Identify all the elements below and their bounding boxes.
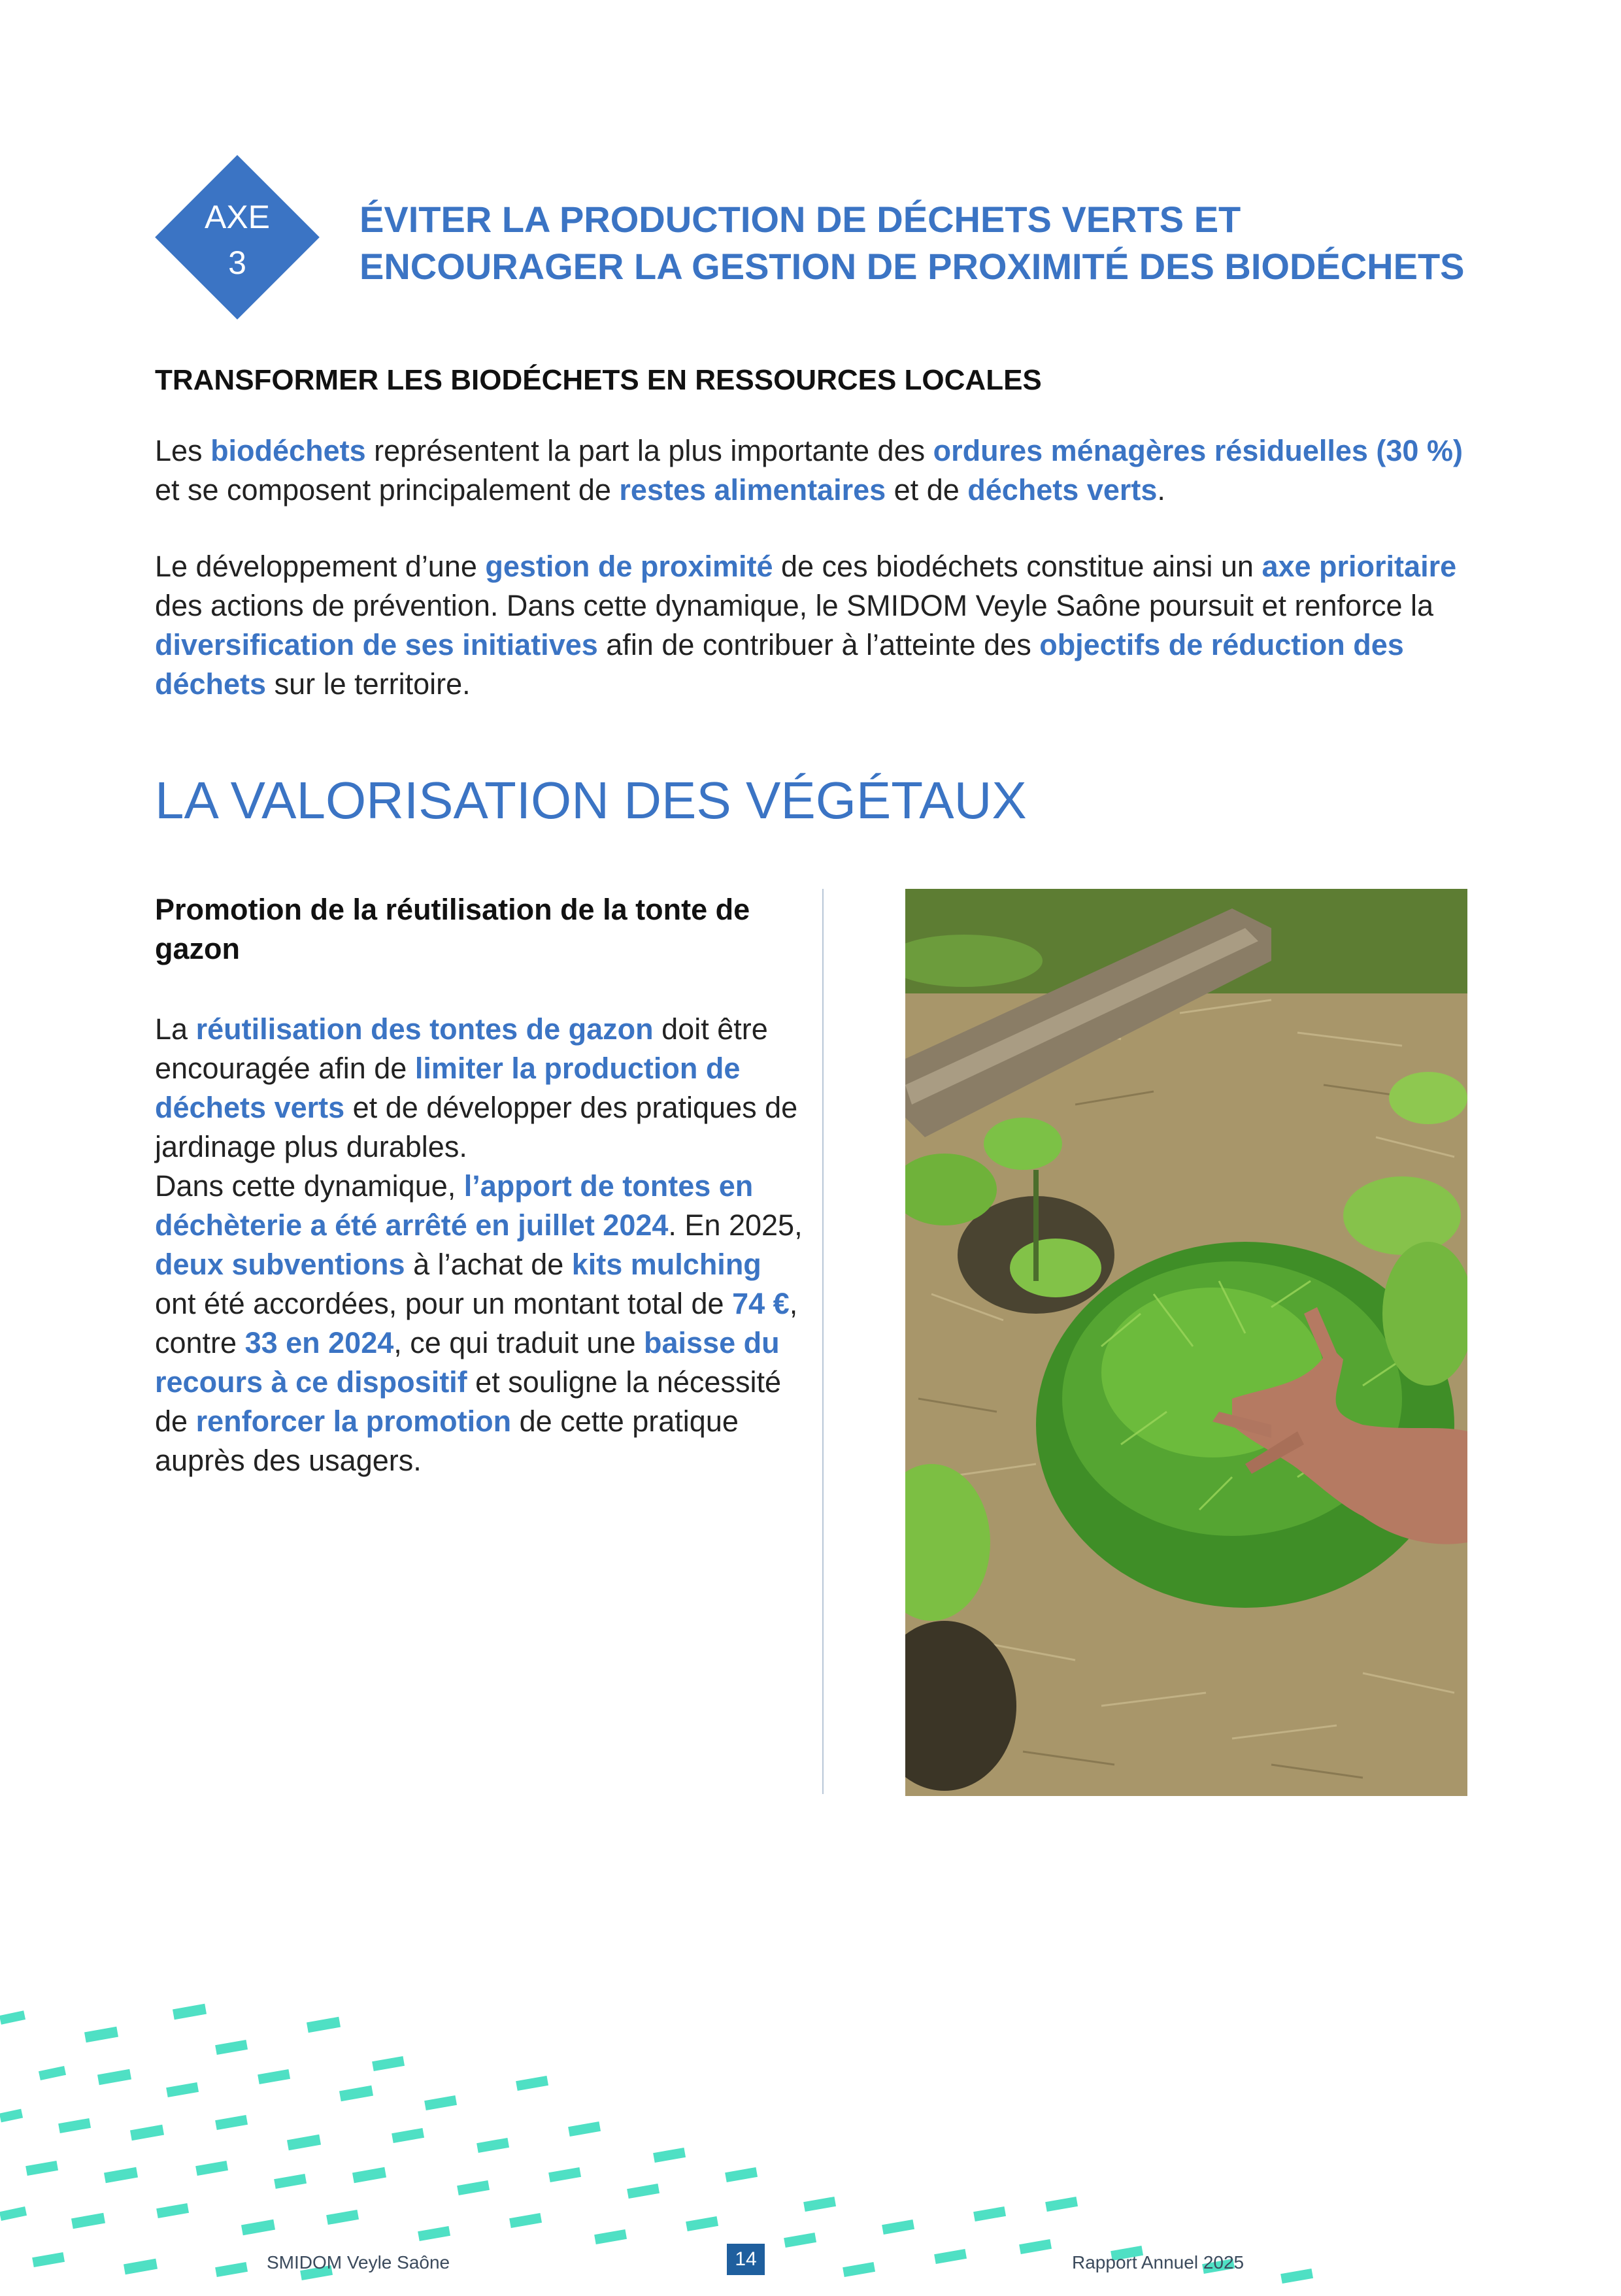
axe-label [155,194,320,286]
highlighted-text: déchets verts [967,473,1158,507]
intro-paragraph-1 [155,431,1488,510]
page-number-badge: 14 [727,2244,765,2275]
axe-title-line1: ÉVITER LA PRODUCTION DE DÉCHETS VERTS ET [359,199,1241,240]
axe-title-line2: ENCOURAGER LA GESTION DE PROXIMITÉ DES BIODÉCHETS [359,246,1465,287]
highlighted-text: ordures ménagères résiduelles (30 %) [933,434,1463,467]
highlighted-text: 74 € [732,1287,790,1320]
highlighted-text: baisse du recours à ce dispositif [155,1326,780,1399]
text-segment: afin de contribuer à l’atteinte des [597,628,1040,661]
text-segment: représentent la part la plus importante des [365,434,933,467]
column-heading: Promotion de la réutilisation de la tonte de gazon [155,893,750,965]
text-segment: et de [886,473,968,507]
text-segment: , ce qui traduit une [393,1326,644,1359]
text-segment: et se composent principalement de [155,473,620,507]
footer-decoration [0,1974,1373,2293]
highlighted-text: biodéchets [210,434,366,467]
highlighted-text: renforcer la promotion [195,1405,512,1438]
text-segment: Dans cette dynamique, [155,1169,464,1203]
text-segment: de cette pratique auprès des usagers. [155,1405,739,1477]
text-segment: des actions de prévention. Dans cette dynamique, le SMIDOM Veyle Saône poursuit et renforce la [155,589,1434,622]
axe-word: AXE [204,199,271,235]
column-text [155,1010,809,1480]
text-segment: et souligne la nécessité de [155,1365,781,1438]
section-title: LA VALORISATION DES VÉGÉTAUX [155,771,1027,829]
highlighted-text: objectifs de réduction des déchets [155,628,1404,701]
highlighted-text: réutilisation des tontes de gazon [195,1012,654,1046]
text-segment: doit être encouragée afin de [155,1012,768,1085]
text-segment: Les [155,434,211,467]
text-segment: Le développement d’une [155,550,486,583]
axe-title [359,196,1536,290]
highlighted-text: l’apport de tontes en déchèterie a été arrêté en juillet 2024 [155,1169,754,1242]
intro-paragraph-2 [155,547,1488,704]
text-segment: . [1157,473,1165,507]
highlighted-text: gestion de proximité [485,550,773,583]
highlighted-text: deux subventions [155,1248,405,1281]
text-segment: . En 2025, [668,1208,803,1242]
footer-report-title: Rapport Annuel 2025 [1072,2252,1245,2272]
highlighted-text: limiter la production de déchets verts [155,1052,741,1124]
text-segment: , contre [155,1287,798,1359]
text-segment: La [155,1012,196,1046]
highlighted-text: kits mulching [571,1248,761,1281]
highlighted-text: 33 en 2024 [244,1326,394,1359]
column-divider [822,889,824,1794]
highlighted-text: restes alimentaires [619,473,886,507]
section-subheading: TRANSFORMER LES BIODÉCHETS EN RESSOURCES LOCALES [155,364,1042,396]
footer-organization: SMIDOM Veyle Saône [267,2252,450,2272]
text-segment: de ces biodéchets constitue ainsi un [773,550,1262,583]
text-segment: sur le territoire. [266,667,471,701]
mulch-photo [905,889,1467,1796]
text-segment: et de développer des pratiques de jardinage plus durables. [155,1091,798,1163]
highlighted-text: axe prioritaire [1262,550,1457,583]
highlighted-text: diversification de ses initiatives [155,628,598,661]
text-segment: à l’achat de [405,1248,572,1281]
axe-badge [155,155,320,320]
text-segment: ont été accordées, pour un montant total de [155,1287,733,1320]
axe-number: 3 [228,244,246,281]
